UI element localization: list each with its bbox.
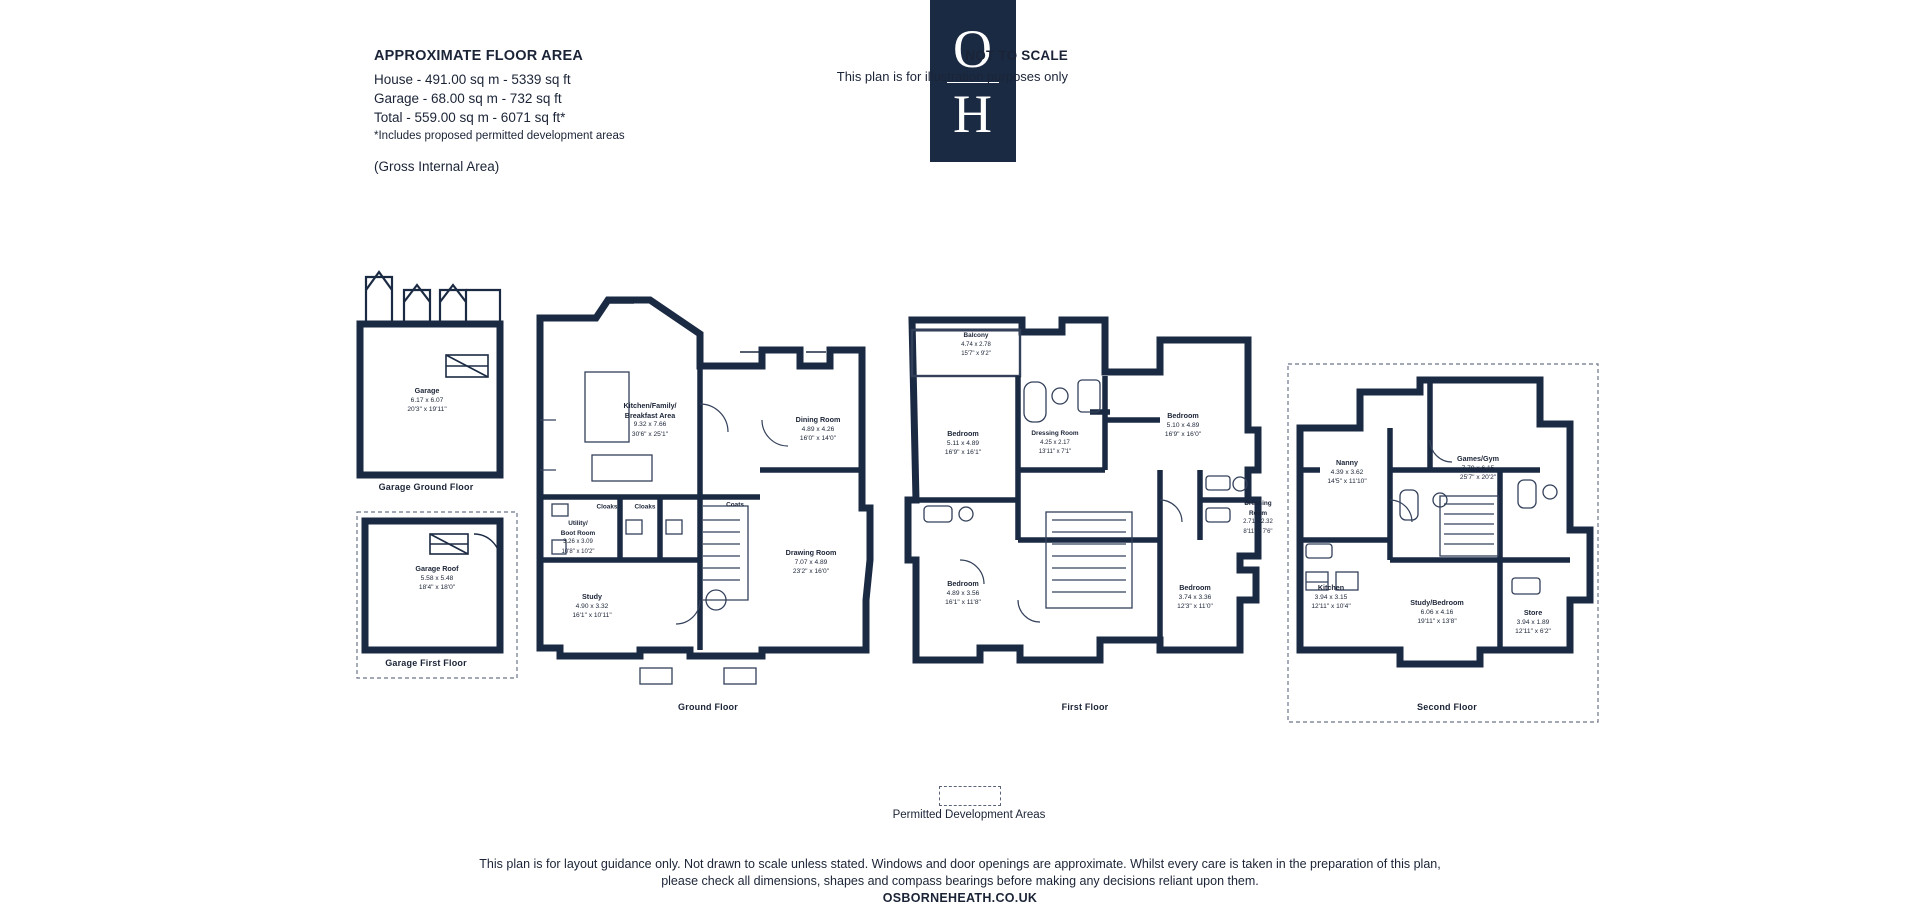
room-label-nanny: Nanny 4.39 x 3.62 14'5" x 11'10": [1327, 457, 1367, 485]
room-label-utility-boot-room: Utility/ Boot Room 3.26 x 3.09 10'8" x 10'2": [560, 520, 596, 555]
caption-first-floor: First Floor: [1061, 702, 1109, 712]
floor-area-house: House - 491.00 sq m - 5339 sq ft: [374, 72, 571, 87]
room-label-garage: Garage 6.17 x 6.07 20'3" x 19'11": [407, 385, 447, 413]
floor-area-title: APPROXIMATE FLOOR AREA: [374, 48, 584, 64]
floor-area-gia: (Gross Internal Area): [374, 159, 500, 174]
floor-area-garage: Garage - 68.00 sq m - 732 sq ft: [374, 91, 562, 106]
caption-garage-first: Garage First Floor: [385, 658, 467, 668]
floor-area-block: [374, 48, 704, 174]
room-label-coats: Coats: [726, 501, 744, 509]
permitted-area-garage: [357, 512, 517, 678]
room-label-garage-roof: Garage Roof 5.58 x 5.48 18'4" x 18'0": [415, 563, 459, 591]
room-label-dressing-room-2: Dressing Room 2.71 x 2.32 8'11" x 7'6": [1243, 500, 1273, 535]
floor-area-total: Total - 559.00 sq m - 6071 sq ft*: [374, 110, 566, 125]
caption-ground-floor: Ground Floor: [678, 702, 738, 712]
garage-ground-floor-plan: [360, 272, 500, 475]
room-label-kitchen-family: Kitchen/Family/ Breakfast Area 9.32 x 7.66 30'6" x 25'1": [623, 401, 677, 438]
caption-second-floor: Second Floor: [1417, 702, 1477, 712]
room-label-store: Store 3.94 x 1.89 12'11" x 6'2": [1515, 607, 1551, 635]
room-label-kitchen: Kitchen 3.94 x 3.15 12'11" x 10'4": [1311, 582, 1351, 610]
room-label-drawing-room: Drawing Room 7.07 x 4.89 23'2" x 16'0": [785, 547, 837, 575]
room-label-bedroom-2: Bedroom 5.10 x 4.89 16'9" x 16'0": [1164, 410, 1202, 438]
scale-note-block: [668, 48, 1068, 84]
permitted-development-swatch: [939, 786, 1001, 806]
room-label-bedroom-3: Bedroom 4.89 x 3.56 16'1" x 11'8": [945, 578, 981, 606]
room-label-bedroom-4: Bedroom 3.74 x 3.36 12'3" x 11'0": [1177, 582, 1213, 610]
room-label-balcony: Balcony 4.74 x 2.78 15'7" x 9'2": [961, 331, 991, 357]
floor-area-note: *Includes proposed permitted development areas: [374, 130, 625, 142]
permitted-area-second-floor: [1288, 364, 1598, 722]
caption-garage-ground: Garage Ground Floor: [378, 482, 474, 492]
logo-letter-o: O: [953, 19, 993, 79]
disclaimer-text: This plan is for layout guidance only. Not drawn to scale unless stated. Windows and door openings are approximate. Whilst every care is taken in the preparation of this plan, please check all dimensions, shapes and compass bearings before making any decisions reliant upon them.: [479, 857, 1441, 888]
room-label-bedroom-1: Bedroom 5.11 x 4.89 16'9" x 16'1": [944, 428, 982, 456]
scale-subtitle: This plan is for illustration purposes only: [836, 69, 1068, 84]
room-label-games-gym: Games/Gym 7.79 x 6.15 25'7" x 20'2": [1457, 453, 1499, 481]
room-label-cloaks-2: Cloaks: [634, 503, 656, 511]
room-label-cloaks-1: Cloaks: [596, 503, 618, 511]
logo-letter-h: H: [953, 84, 993, 144]
room-label-dressing-room-1: Dressing Room 4.25 x 2.17 13'11" x 7'1": [1031, 429, 1079, 455]
scale-title: NOT TO SCALE: [965, 48, 1068, 63]
room-label-study: Study 4.90 x 3.32 16'1" x 10'11": [572, 591, 612, 619]
room-label-dining-room: Dining Room 4.89 x 4.26 16'0" x 14'0": [795, 414, 841, 442]
room-label-study-bedroom: Study/Bedroom 6.06 x 4.16 19'11" x 13'8": [1410, 597, 1464, 625]
website-text: OSBORNEHEATH.CO.UK: [882, 891, 1038, 905]
ground-floor-plan: [540, 300, 870, 684]
permitted-development-label: Permitted Development Areas: [892, 809, 1046, 821]
